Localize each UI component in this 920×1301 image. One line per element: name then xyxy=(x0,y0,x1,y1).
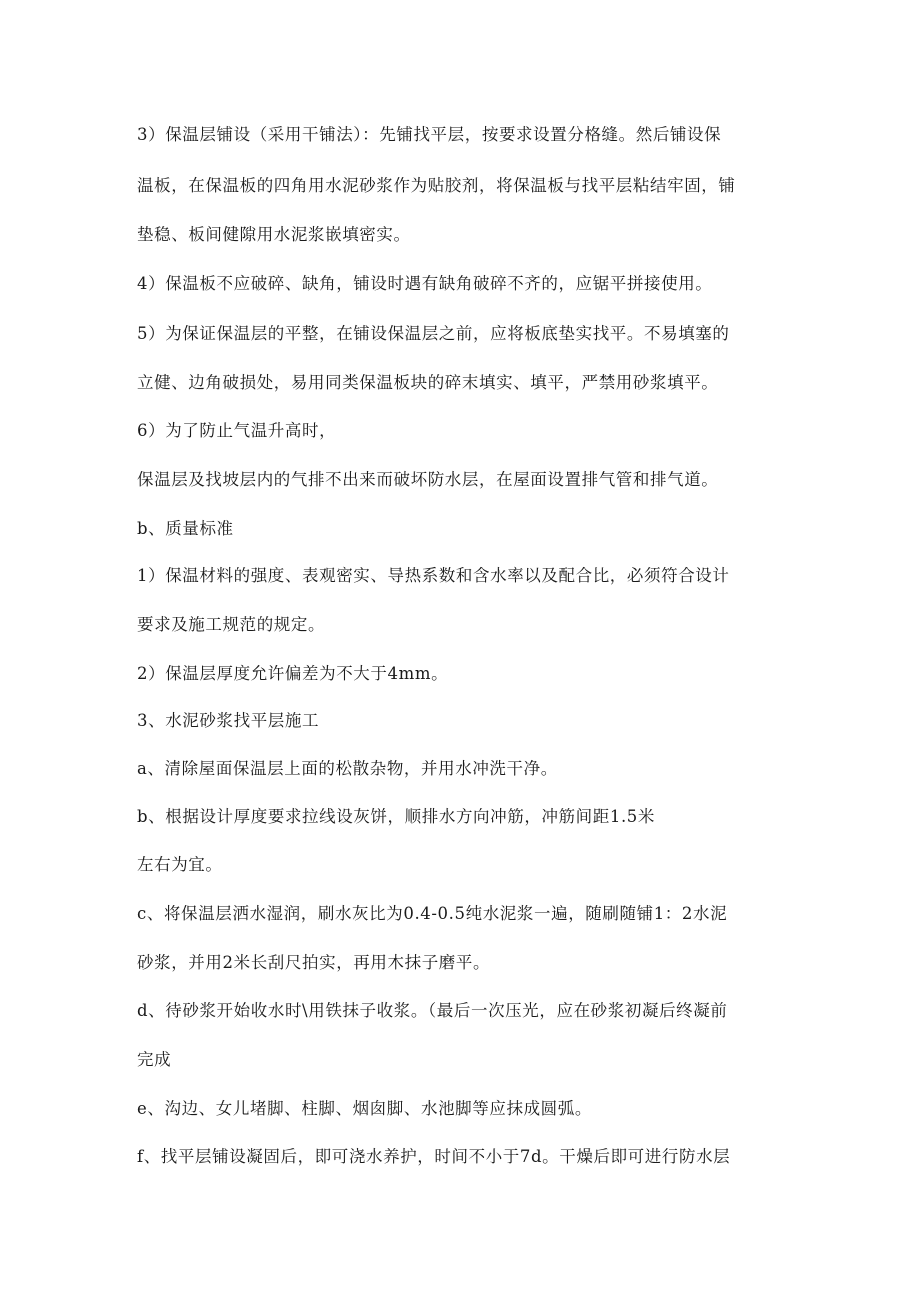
text-line: b、质量标准 xyxy=(137,519,234,538)
text-line: 温板，在保温板的四角用水泥砂浆作为贴胶剂，将保温板与找平层粘结牢固，铺 xyxy=(137,176,736,195)
text-line: 3）保温层铺设（采用干铺法）：先铺找平层，按要求设置分格缝。然后铺设保 xyxy=(137,125,722,144)
text-line: 垫稳、板间健隙用水泥浆嵌填密实。 xyxy=(137,225,411,244)
text-line: 2）保温层厚度允许偏差为不大于4mm。 xyxy=(137,664,449,683)
text-line: e、沟边、女儿堵脚、柱脚、烟囱脚、水池脚等应抹成圆弧。 xyxy=(137,1099,592,1118)
text-line: a、清除屋面保温层上面的松散杂物，并用水冲洗干净。 xyxy=(137,759,558,778)
text-line: 5）为保证保温层的平整，在铺设保温层之前，应将板底垫实找平。不易填塞的 xyxy=(137,324,730,343)
text-line: 4）保温板不应破碎、缺角，铺设时遇有缺角破碎不齐的，应锯平拼接使用。 xyxy=(137,274,713,293)
text-line: 完成 xyxy=(137,1050,172,1069)
text-line: 6）为了防止气温升高时， xyxy=(137,421,337,440)
text-line: c、将保温层洒水湿润，刷水灰比为0.4-0.5纯水泥浆一遍，随刷随铺1：2水泥 xyxy=(137,904,728,923)
text-line: f、找平层铺设凝固后，即可浇水养护，时间不小于7d。干燥后即可进行防水层 xyxy=(137,1147,731,1166)
text-line: 1）保温材料的强度、表观密实、导热系数和含水率以及配合比，必须符合设计 xyxy=(137,566,730,585)
text-line: 立健、边角破损处，易用同类保温板块的碎末填实、填平，严禁用砂浆填平。 xyxy=(137,373,719,392)
text-line: 保温层及找坡层内的气排不出来而破坏防水层，在屋面设置排气管和排气道。 xyxy=(137,470,719,489)
text-line: 要求及施工规范的规定。 xyxy=(137,615,326,634)
text-line: 3、水泥砂浆找平层施工 xyxy=(137,711,320,730)
text-line: d、待砂浆开始收水时\用铁抹子收浆。（最后一次压光，应在砂浆初凝后终凝前 xyxy=(137,1001,728,1020)
text-line: 砂浆，并用2米长刮尺拍实，再用木抹子磨平。 xyxy=(137,953,491,972)
text-line: b、根据设计厚度要求拉线设灰饼，顺排水方向冲筋，冲筋间距1.5米 xyxy=(137,807,656,826)
text-line: 左右为宜。 xyxy=(137,855,223,874)
